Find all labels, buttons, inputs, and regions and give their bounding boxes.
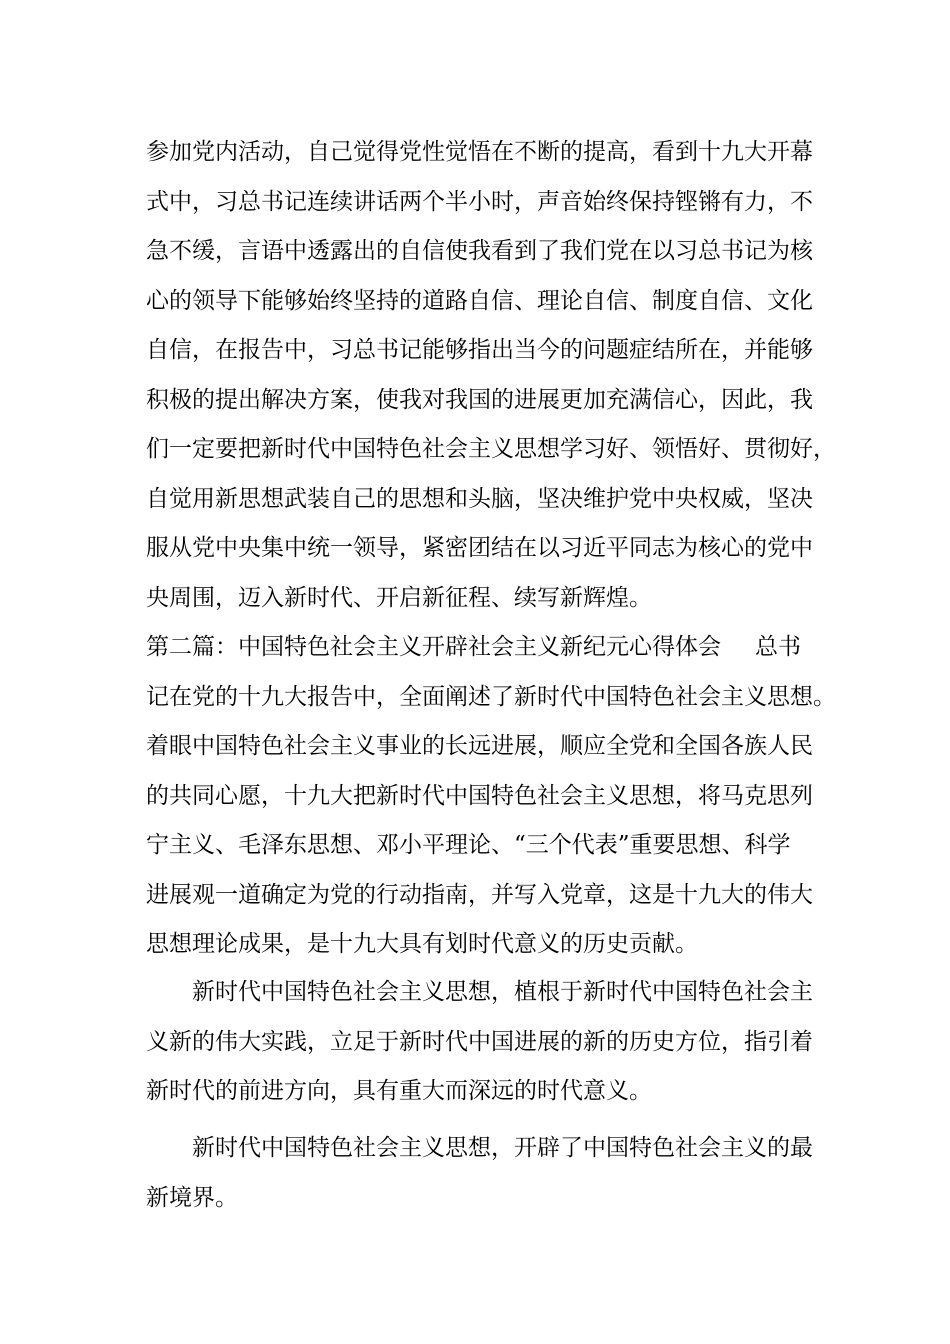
paragraph-line: 思想理论成果，是十九大具有划时代意义的历史贡献。 [146, 931, 698, 957]
paragraph-line: 进展观一道确定为党的行动指南，并写入党章，这是十九大的伟大 [146, 881, 813, 908]
paragraph-line: 自觉用新思想武装自己的思想和头脑，坚决维护党中央权威，坚决 [146, 485, 813, 512]
paragraph-4 [146, 1124, 816, 1223]
section-2-heading-line [146, 623, 816, 673]
paragraph-line: 义新的伟大实践，立足于新时代中国进展的新的历史方位，指引着 [146, 1028, 813, 1055]
paragraph-line: 的共同心愿，十九大把新时代中国特色社会主义思想，将马克思列 [146, 782, 813, 809]
section-2-heading: 第二篇：中国特色社会主义开辟社会主义新纪元心得体会 [146, 634, 721, 660]
paragraph-line: 宁主义、毛泽东思想、邓小平理论、“三个代表”重要思想、科学 [146, 832, 791, 858]
paragraph-line: 央周围，迈入新时代、开启新征程、续写新辉煌。 [146, 584, 652, 611]
paragraph-1 [146, 128, 836, 970]
paragraph-line: 参加党内活动，自己觉得党性觉悟在不断的提高，看到十九大开幕 [146, 139, 813, 165]
paragraph-line: 式中，习总书记连续讲话两个半小时，声音始终保持铿锵有力，不 [146, 188, 813, 215]
paragraph-line: 新时代中国特色社会主义思想，植根于新时代中国特色社会主 [192, 979, 813, 1005]
paragraph-line: 积极的提出解决方案，使我对我国的进展更加充满信心，因此，我 [146, 386, 813, 413]
paragraph-line: 们一定要把新时代中国特色社会主义思想学习好、领悟好、贯彻好， [146, 436, 836, 462]
paragraph-3 [146, 968, 816, 1117]
paragraph-line: 着眼中国特色社会主义事业的长远进展，顺应全党和全国各族人民 [146, 733, 813, 759]
paragraph-line: 新时代的前进方向，具有重大而深远的时代意义。 [146, 1078, 652, 1104]
paragraph-line: 记在党的十九大报告中，全面阐述了新时代中国特色社会主义思想。 [146, 683, 836, 710]
paragraph-line: 新境界。 [146, 1184, 238, 1211]
paragraph-line: 心的领导下能够始终坚持的道路自信、理论自信、制度自信、文化 [146, 287, 813, 314]
paragraph-line: 新时代中国特色社会主义思想，开辟了中国特色社会主义的最 [192, 1135, 813, 1161]
paragraph-line: 急不缓，言语中透露出的自信使我看到了我们党在以习总书记为核 [146, 238, 813, 264]
paragraph-line: 服从党中央集中统一领导，紧密团结在以习近平同志为核心的党中 [146, 535, 813, 561]
paragraph-line: 自信，在报告中，习总书记能够指出当今的问题症结所在，并能够 [146, 337, 813, 363]
section-2-heading-tail: 总书 [755, 634, 801, 660]
